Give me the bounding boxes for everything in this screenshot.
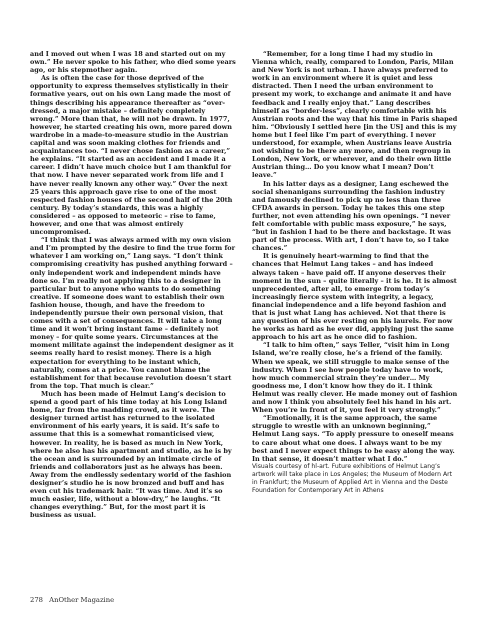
body-paragraph: Much has been made of Helmut Lang’s decision to spend a good part of his time today at his Long Island home, far from the madding crowd, as it were. The designer turned artist has returned to the isolated environment of his early years, it is said. It’s safe to assume that this is a somewhat romanticised view, however. In reality, he is based as much in New York, where he also has his apartment and studio, as he is by the ocean and is surrounded by an intimate circle of friends and collaborators just as he always has been. Away from the endlessly sedentary world of the fashion designer’s studio he is now bronzed and buff and has even cut his trademark hair. “It was time. And it’s so much easier, life, without a blow-dry,” he laughs. “It changes everything.” But, for the most part it is business as usual. <box>30 389 232 520</box>
page-footer <box>30 596 114 604</box>
body-paragraph: “Emotionally, it is the same approach, the same struggle to wrestle with an unknown beginning,” Helmut Lang says. “To apply pressure to oneself means to care about what one does. I always want to be my best and I never expect things to be easy along the way. In that sense, it doesn’t matter what I do.” <box>252 414 455 463</box>
body-paragraph: As is often the case for those deprived of the opportunity to express themselves stylistically in their formative years, out on his own Lang made the most of things describing his appearance thereafter as “over-dressed, a major mistake – definitely completely wrong.” More than that, he will not be drawn. In 1977, however, he started creating his own, more pared down wardrobe in a made-to-measure studio in the Austrian capital and was soon making clothes for friends and acquaintances too. “I never chose fashion as a career,” he explains. “It started as an accident and I made it a career. I didn’t have much choice but I am thankful for that now. I have never separated work from life and I have never really known any other way.” Over the next 25 years this approach gave rise to one of the most respected fashion houses of the second half of the 20th century. By today’s standards, this was a highly considered – as opposed to meteoric – rise to fame, however, and one that was almost entirely uncompromised. <box>30 74 233 237</box>
body-paragraph: In his latter days as a designer, Lang eschewed the social shenanigans surrounding the fashion industry and famously declined to pick up no less than three CFDA awards in person. Today he takes this one step further, not even attending his own openings. “I never felt comfortable with public mass exposure,” he says, “but in fashion I had to be there and backstage. It was part of the process. With art, I don’t have to, so I take chances.” <box>252 179 452 253</box>
magazine-name: AnOther Magazine <box>49 596 115 604</box>
body-paragraph: “I talk to him often,” says Teller, “visit him in Long Island, we’re really close, he’s a friend of the family. When we speak, we still struggle to make sense of the industry. When I see how people today have to work, how much commercial strain they’re under… My goodness me, I don’t know how they do it. I think Helmut was really clever. He made money out of fashion and now I think you absolutely feel his hand in his art. When you’re in front of it, you feel it very strongly.” <box>252 341 458 415</box>
right-column <box>252 50 458 495</box>
body-paragraph: It is genuinely heart-warming to find that the chances that Helmut Lang takes – and has indeed always taken – have paid off. If anyone deserves their moment in the sun – quite literally – it is he. It is almost unprecedented, after all, to emerge from today’s increasingly fierce system with integrity, a legacy, financial independence and a life beyond fashion and that is just what Lang has achieved. Not that there is any question of his ever resting on his laurels. For now he works as hard as he ever did, applying just the same approach to his art as he once did to fashion. <box>252 252 457 342</box>
page-number: 278 <box>30 596 43 604</box>
body-paragraph: and I moved out when I was 18 and started out on my own.” He never spoke to his father, who died some years ago, or his stepmother again. <box>30 50 236 75</box>
left-column <box>30 50 236 519</box>
image-credit-caption: Visuals courtesy of hl-art. Future exhibitions of Helmut Lang’s artwork will take place in Los Angeles; the Museum of Modern Art in Frankfurt; the Museum of Applied Art in Vienna and the Deste Foundation for Contemporary Art in Athens <box>252 462 453 494</box>
body-paragraph: “Remember, for a long time I had my studio in Vienna which, really, compared to London, Paris, Milan and New York is not urban. I have always preferred to work in an environment where it is quiet and less distracted. Then I need the urban environment to present my work, to exchange and animate it and have feedback and I really enjoy that.” Lang describes himself as “border-less”, clearly comfortable with his Austrian roots and the way that his time in Paris shaped him. “Obviously I settled here [in the US] and this is my home but I feel like I’m part of everything. I never understood, for example, when Austrians leave Austria not wishing to be there any more, and then regroup in London, New York, or wherever, and do their own little Austrian thing… Do you know what I mean? Don’t leave.” <box>252 50 458 180</box>
body-paragraph: “I think that I was always armed with my own vision and I’m prompted by the desire to find the true form for whatever I am working on,” Lang says. “I don’t think compromising creativity has pushed anything forward – only independent work and independent minds have done so. I’m really not applying this to a designer in particular but to anyone who wants to do something creative. If someone does want to establish their own fashion house, though, and have the freedom to independently pursue their own personal vision, that comes with a set of consequences. It will take a long time and it won’t bring instant fame – definitely not money – for quite some years. Circumstances at the moment militate against the independent designer as it seems really hard to resist money. There is a high expectation for everything to be instant which, naturally, comes at a price. You cannot blame the establishment for that because revolution doesn’t start from the top. That much is clear.” <box>30 236 235 390</box>
